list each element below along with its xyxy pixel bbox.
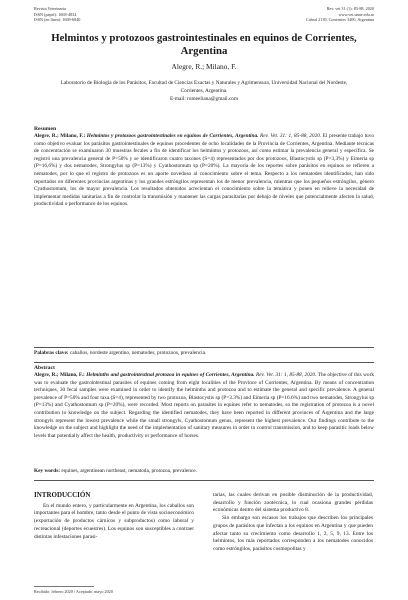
received-accepted-dates: Recibido: febrero 2020 / Aceptado: mayo 2020 xyxy=(34,589,113,594)
keywords-label: Key words: xyxy=(34,468,61,474)
abstract-text xyxy=(34,372,374,440)
journal-address: Cabral 2139, Corrientes 3400, Argentina xyxy=(305,17,374,23)
affiliation-email[interactable]: E-mail: rumeeliana@gmail.com xyxy=(169,95,239,102)
abstract-body: The objective of this work was to evaluate the gastrointestinal parasites of equines coming from eight localities of the Province of Corrientes, Argentina. By means of concentration techniques, 30 fecal samples were examined in order to identify the helminths and protozoa and to estimate the general and specific prevalence. A general prevalence of P=50% and four taxa (S=4), represented by two protozoa, Blastocystis sp (P=3.3%) and Eimeria sp (P=16.6%) and two nematodes, Strongylus sp (P=13%) and Cyathostomum sp (P=20%), were recorded. Most reports on parasites in equines refer to nematodes, so the registration of protozoa is a novel contribution to knowledge on the subject. Regarding the identified nematodes, they have been reported in different provinces of Argentina and the large strongyls represent the lowest prevalence while the small strongyls, Cyathostomum genus, represent the highest prevalence. Our findings contribute to the knowledge on the subject and highlight the need of the implementation of sanitary measures in order to control transmission, and to keep parasitic loads below levels that potentially affect the health, productivity or performance of horses. xyxy=(34,372,374,439)
resumen-cite-title: Helmintos y protozoos gastrointestinales en equinos de Corrientes, Argentina. xyxy=(86,133,259,139)
intro-paragraph-3: Sin embargo son escasos los trabajos que describen los principales grupos de parásitos que infectan a los equinos en Argentina y que pueden afectar tanto su crecimiento como desarrollo 1, 2, 5, 9, 13. Entre los helmintos, los más reportados corresponden a los nematodes conocidos como estróngilos, parásitos cosmopolitas y xyxy=(213,515,373,552)
journal-header-left xyxy=(34,6,80,23)
resumen-body: El presente trabajo tuvo como objetivo evaluar los parásitos gastrointestinales de equinos procedentes de ocho localidades de la Provincia de Corrientes, Argentina. Mediante técnicas de concentración se examinaron 30 muestras fecales a fin de identificar los helmintos y protozoos, así como estimar la prevalencia general y específica. Se registró una prevalencia general de P=50% y se identificaron cuatro taxones (S=4) representados por dos protozoos, Blastocystis sp (P=3,3%) y Eimeria sp (P=16,6%) y dos nematodes, Strongylus sp (P=13%) y Cyathostomum sp (P=20%). La mayoría de los reportes sobre parásitos en equinos se refieren a nematodes, por lo que el registro de protozoos es un aporte novedoso al conocimiento sobre el tema. Respecto a los nematodes identificados, han sido reportados en diferentes provincias argentinas y los grandes estróngilos representan los de menor prevalencia, mientras que los pequeños estróngilos, género Cyathostomum, los de mayor prevalencia. Los resultados obtenidos acrecientan el conocimiento sobre la temática y ponen en relieve la necesidad de implementar medidas sanitarias a fin de controlar la transmisión y mantener las cargas parasitarias por debajo de niveles que potencialmente afecten la salud, productividad o performance de los equinos. xyxy=(34,133,374,208)
abstract-cite-ref: Rev. Vet. 31: 1, 85-88, 2020. xyxy=(255,372,317,378)
intro-paragraph-1: En el mundo entero, y particularmente en Argentina, los caballos son importantes para el hombre, tanto desde el punto de vista socioeconómico (exportación de productos cárnicos y subproductos) como laboral y recreacional (deportes ecuestres). Los equinos son susceptibles a contraer distintas infestaciones parasi- xyxy=(34,502,194,540)
paper-title: Helmintos y protozoos gastrointestinales en equinos de Corrientes, Argentina xyxy=(51,32,357,57)
affiliation xyxy=(56,80,352,103)
abstract-cite-title: Helminths and gastrointestinal protozoa in equines of Corrientes, Argentina. xyxy=(86,372,255,378)
intro-heading: INTRODUCCIÓN xyxy=(34,491,91,499)
resumen-cite-ref: Rev. Vet. 31: 1, 85-88, 2020. xyxy=(260,133,322,139)
abstract-heading: Abstract xyxy=(34,365,55,371)
intro-paragraph-2: tarias, las cuales derivan en posible disminución de la productividad, desarrollo y función zootécnica, lo cual ocasiona grandes pérdidas económicas dentro del sistema productivo 8. xyxy=(213,492,373,514)
resumen-text xyxy=(34,133,374,209)
divider-top xyxy=(34,347,374,348)
journal-name: Revista Veterinaria xyxy=(34,6,66,11)
divider-bottom xyxy=(34,480,374,481)
affiliation-text: Laboratorio de Biología de los Parásitos, Facultad de Ciencias Exactas y Naturales y Agrimensura, Universidad Nacional del Nordeste, Corrientes, Argentina. xyxy=(60,80,348,94)
resumen-heading: Resumen xyxy=(34,126,57,132)
palabras-label: Palabras clave: xyxy=(34,350,69,356)
volume-info: Rev. vet 31 (1): 85-88, 2020 xyxy=(326,6,374,11)
journal-header-right xyxy=(306,6,374,23)
footnote-rule xyxy=(34,586,94,587)
resumen-cite-authors: Alegre, R.; Milano, F.: xyxy=(34,133,86,139)
palabras-text: caballos, nordeste argentino, nematodes, protozoos, prevalencia. xyxy=(69,350,207,356)
abstract-cite-authors: Alegre, R.; Milano, F.: xyxy=(34,372,85,378)
issn-online: ISSN (en línea): 1669-6840 xyxy=(34,17,81,23)
intro-right-column xyxy=(213,492,373,554)
resumen-section xyxy=(34,125,374,209)
palabras-clave xyxy=(34,350,374,358)
intro-left-column xyxy=(34,492,194,541)
journal-url[interactable]: www.vet.unne.edu.ar xyxy=(338,11,374,17)
paper-authors: Alegre, R.; Milano, F. xyxy=(171,62,237,71)
key-words xyxy=(34,468,374,476)
issn-paper: ISSN (papel): 1668-4834 xyxy=(34,11,77,17)
divider-mid xyxy=(34,362,374,363)
abstract-section xyxy=(34,364,374,440)
keywords-text: equines, argentinean northeast, nematoda, protozoa, prevalence. xyxy=(61,468,197,474)
